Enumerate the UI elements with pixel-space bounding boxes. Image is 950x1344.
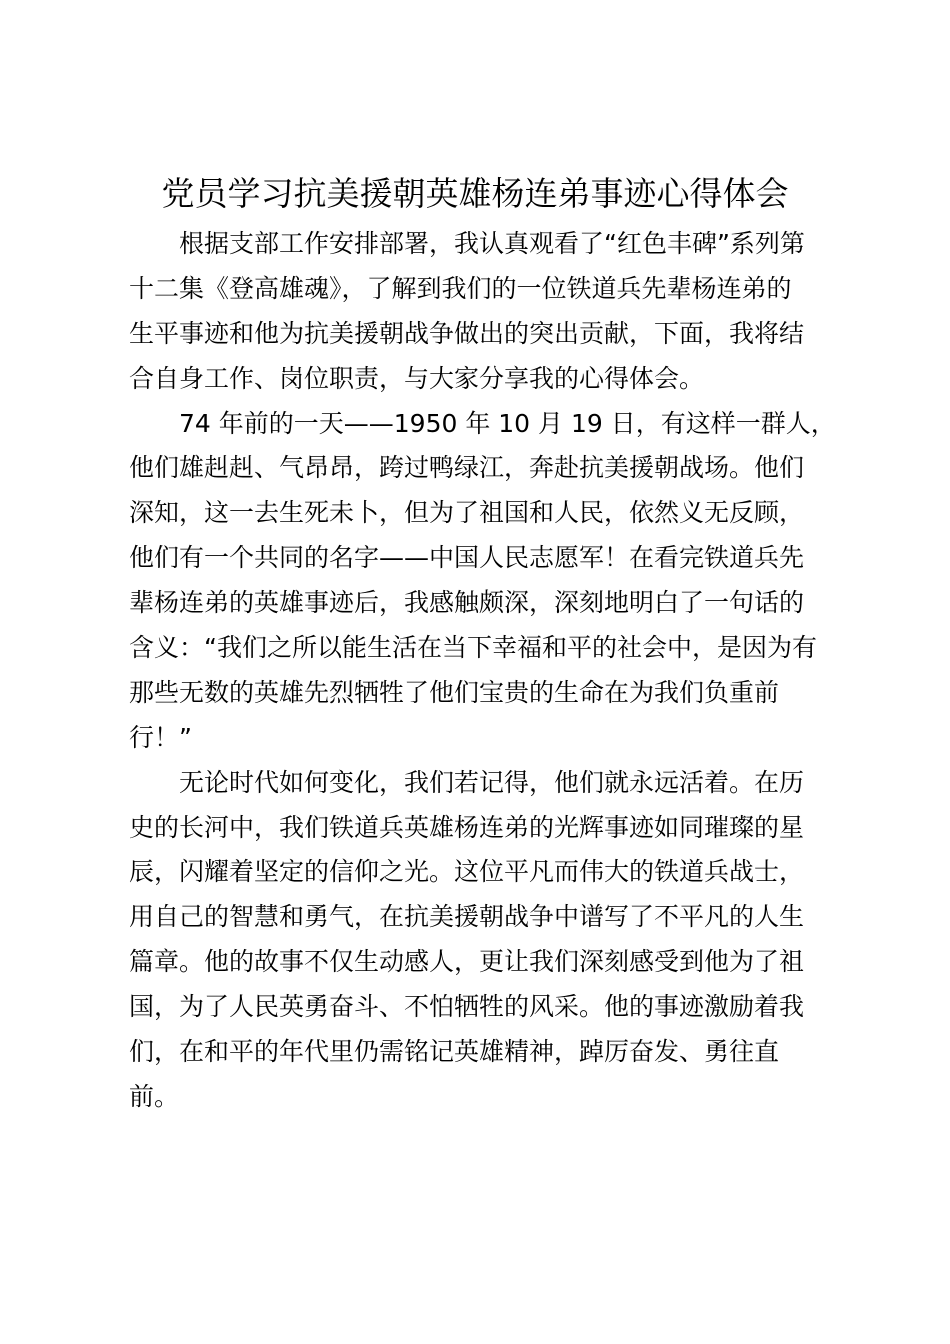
paragraph-3 <box>129 761 829 1120</box>
paragraph-line: 辰，闪耀着坚定的信仰之光。这位平凡而伟大的铁道兵战士， <box>129 857 805 887</box>
paragraph-line: 史的长河中，我们铁道兵英雄杨连弟的光辉事迹如同璀璨的星 <box>129 812 805 842</box>
paragraph-line: 十二集《登高雄魂》，了解到我们的一位铁道兵先辈杨连弟的 <box>129 273 792 303</box>
paragraph-line: 辈杨连弟的英雄事迹后，我感触颇深，深刻地明白了一句话的 <box>129 588 805 618</box>
paragraph-line: 他们有一个共同的名字——中国人民志愿军！在看完铁道兵先 <box>129 543 805 573</box>
paragraph-line: 含义：“我们之所以能生活在当下幸福和平的社会中，是因为有 <box>129 633 817 663</box>
paragraph-line: 用自己的智慧和勇气，在抗美援朝战争中谱写了不平凡的人生 <box>129 902 805 932</box>
paragraph-line: 根据支部工作安排部署，我认真观看了“红色丰碑”系列第 <box>179 229 805 258</box>
paragraph-line: 合自身工作、岗位职责，与大家分享我的心得体会。 <box>129 363 705 393</box>
paragraph-line: 他们雄赳赳、气昂昂，跨过鸭绿江，奔赴抗美援朝战场。他们 <box>129 453 805 483</box>
paragraph-line: 行！” <box>129 722 192 752</box>
document-body <box>129 222 836 1120</box>
paragraph-1 <box>129 222 829 402</box>
paragraph-line: 无论时代如何变化，我们若记得，他们就永远活着。在历 <box>179 767 805 797</box>
paragraph-line: 国，为了人民英勇奋斗、不怕牺牲的风采。他的事迹激励着我 <box>129 992 805 1022</box>
paragraph-line: 生平事迹和他为抗美援朝战争做出的突出贡献，下面，我将结 <box>129 318 805 348</box>
paragraph-line: 们，在和平的年代里仍需铭记英雄精神，踔厉奋发、勇往直 <box>129 1037 780 1067</box>
document-title: 党员学习抗美援朝英雄杨连弟事迹心得体会 <box>161 174 789 213</box>
paragraph-line: 篇章。他的故事不仅生动感人，更让我们深刻感受到他为了祖 <box>129 947 805 977</box>
paragraph-line: 那些无数的英雄先烈牺牲了他们宝贵的生命在为我们负重前 <box>129 677 780 707</box>
paragraph-2 <box>129 402 836 761</box>
paragraph-line: 前。 <box>129 1081 180 1111</box>
paragraph-line: 深知，这一去生死未卜，但为了祖国和人民，依然义无反顾， <box>129 498 805 528</box>
paragraph-line: 74 年前的一天——1950 年 10 月 19 日，有这样一群人， <box>179 408 836 438</box>
